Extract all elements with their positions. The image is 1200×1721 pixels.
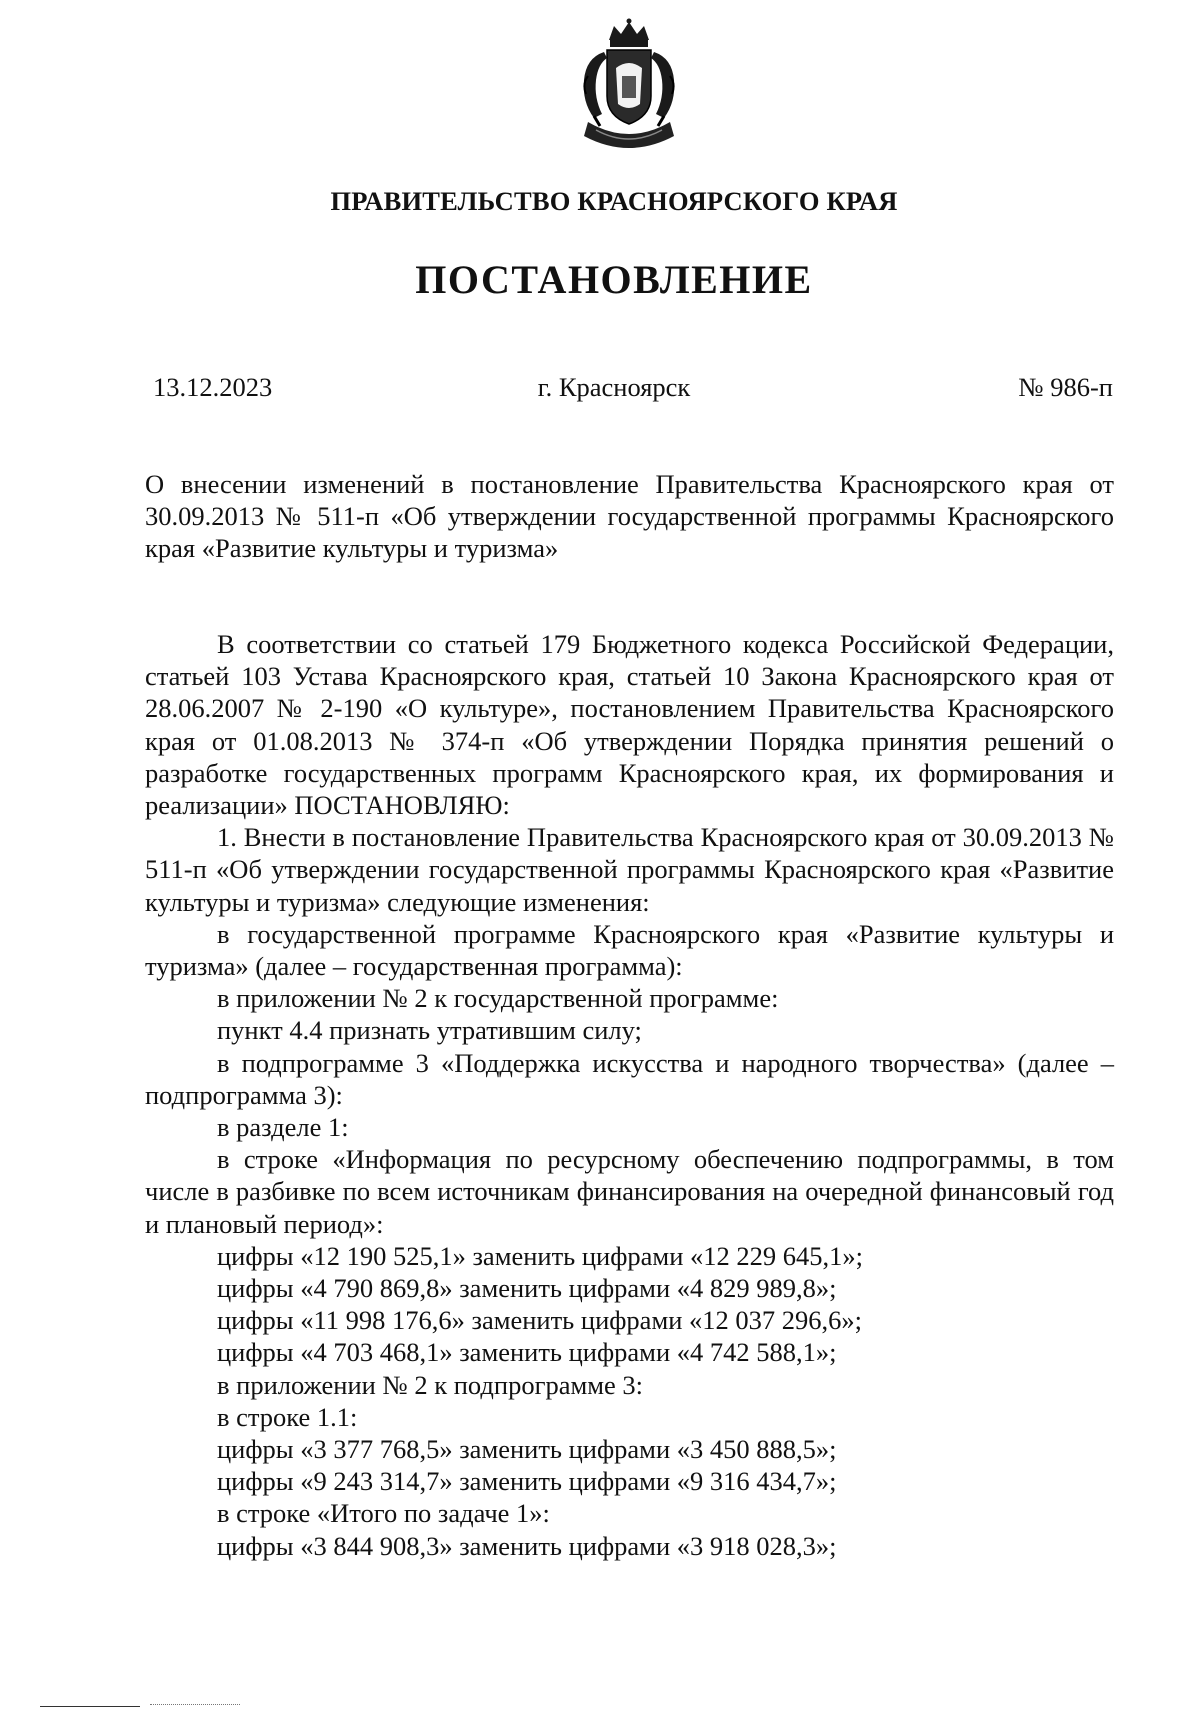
footer-divider: [40, 1706, 140, 1707]
document-date: 13.12.2023: [153, 372, 273, 402]
document-body: [145, 628, 1114, 1562]
body-paragraph: в строке «Итого по задаче 1»:: [217, 1498, 550, 1529]
body-paragraph: пункт 4.4 признать утратившим силу;: [217, 1015, 642, 1046]
document-city: г. Красноярск: [537, 372, 691, 402]
footer-dotted-mark: [150, 1704, 240, 1705]
body-paragraph-item-1: 1. Внести в постановление Правительства Красноярского края от 30.09.2013 № 511-п «Об утверждении государственной программы Красноярского края «Развитие культуры и туризма» следующие изменения:: [145, 822, 1114, 917]
body-paragraph: в строке «Информация по ресурсному обеспечению подпрограммы, в том числе в разбивке по всем источникам финансирования на очередной финансовый год и плановый период»:: [145, 1144, 1114, 1239]
document-number: № 986-п: [1018, 372, 1113, 402]
amendment-line: цифры «4 790 869,8» заменить цифрами «4 829 989,8»;: [217, 1273, 837, 1304]
organization-name: ПРАВИТЕЛЬСТВО КРАСНОЯРСКОГО КРАЯ: [330, 186, 898, 216]
body-paragraph: в строке 1.1:: [217, 1401, 358, 1432]
body-paragraph: в разделе 1:: [217, 1112, 349, 1143]
document-title: О внесении изменений в постановление Правительства Красноярского края от 30.09.2013 № 511-п «Об утверждении государственной программы Красноярского края «Развитие культуры и туризма»: [145, 469, 1114, 563]
body-paragraph: в государственной программе Красноярского края «Развитие культуры и туризма» (далее – государственная программа):: [145, 918, 1114, 982]
amendment-line: цифры «12 190 525,1» заменить цифрами «12 229 645,1»;: [217, 1240, 863, 1271]
document-type-heading: ПОСТАНОВЛЕНИЕ: [415, 257, 813, 302]
amendment-line: цифры «3 377 768,5» заменить цифрами «3 450 888,5»;: [217, 1434, 837, 1465]
amendment-line: цифры «11 998 176,6» заменить цифрами «12 037 296,6»;: [217, 1305, 863, 1336]
body-paragraph: в приложении № 2 к государственной программе:: [217, 983, 779, 1014]
amendment-line: цифры «4 703 468,1» заменить цифрами «4 742 588,1»;: [217, 1337, 837, 1368]
amendment-line: цифры «9 243 314,7» заменить цифрами «9 316 434,7»;: [217, 1466, 837, 1497]
body-paragraph-preamble: В соответствии со статьей 179 Бюджетного кодекса Российской Федерации, статьей 103 Устава Красноярского края, статьей 10 Закона Красноярского края от 28.06.2007 № 2-190 «О культуре», постановлением Правительства Красноярского края от 01.08.2013 № 374-п «Об утверждении Порядка принятия решений о разработке государственных программ Красноярского края, их формирования и реализации» ПОСТАНОВЛЯЮ:: [145, 629, 1114, 821]
coat-of-arms-emblem: [574, 18, 684, 160]
body-paragraph: в приложении № 2 к подпрограмме 3:: [217, 1369, 643, 1400]
body-paragraph: в подпрограмме 3 «Поддержка искусства и народного творчества» (далее – подпрограмма 3):: [145, 1047, 1114, 1110]
amendment-line: цифры «3 844 908,3» заменить цифрами «3 918 028,3»;: [217, 1530, 837, 1561]
